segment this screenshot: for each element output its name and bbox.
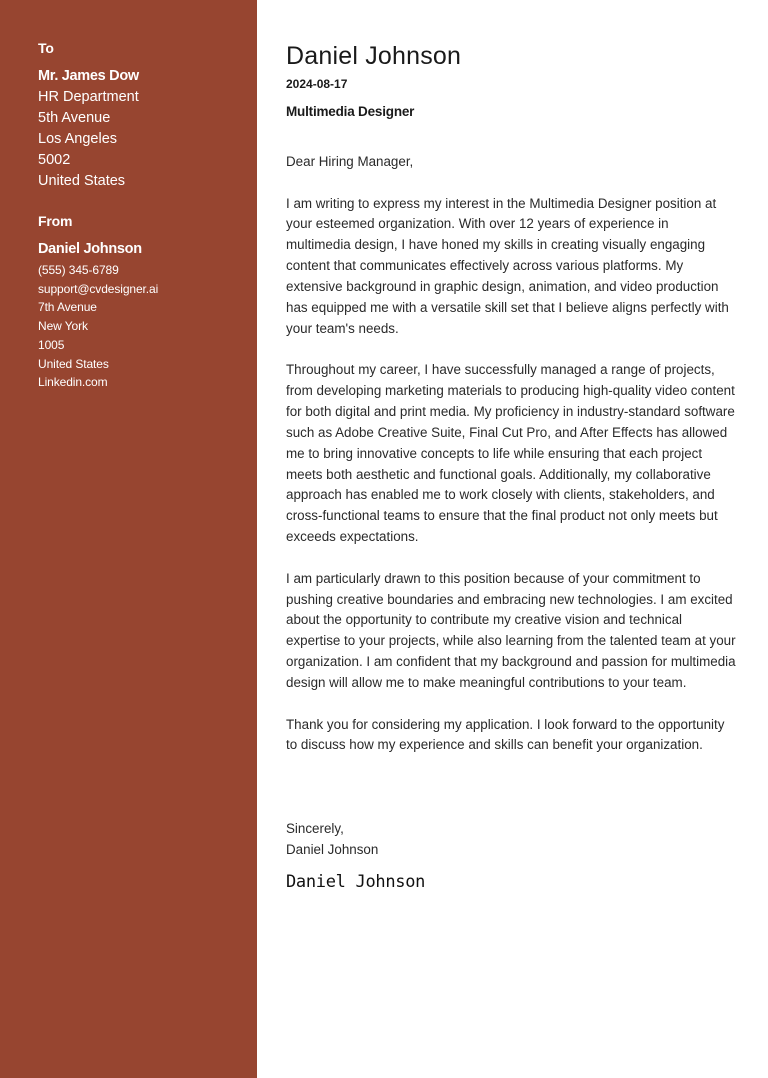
sender-line: United States <box>38 356 109 371</box>
sidebar <box>0 0 257 1078</box>
recipient-line: Los Angeles <box>38 131 118 147</box>
recipient-line: HR Department <box>38 89 139 105</box>
sender-linkedin: Linkedin.com <box>38 375 108 390</box>
recipient-line: United States <box>38 173 126 189</box>
paragraph: I am writing to express my interest in the Multimedia Designer position at your esteemed organization. With over 12 years of experience in multimedia design, I have honed my skills in creating visually engaging content that communicates effectively across various platforms. My extensive background in graphic design, animation, and video production has equipped me with a versatile skill set that I believe aligns perfectly with your team's needs. <box>286 195 729 336</box>
signature: Daniel Johnson <box>286 872 426 892</box>
paragraph: Throughout my career, I have successfully managed a range of projects, from developing marketing materials to producing high-quality video content for both digital and print media. My proficiency in industry-standard software such as Adobe Creative Suite, Final Cut Pro, and After Effects has allowed me to bring innovative concepts to life while ensuring that each project meets both aesthetic and functional goals. Additionally, my collaborative approach has enabled me to work closely with clients, stakeholders, and cross-functional teams to ensure that the final product not only meets but exceeds expectations. <box>286 362 735 545</box>
sender-name: Daniel Johnson <box>38 241 142 257</box>
sender-line: 1005 <box>38 337 65 352</box>
letter-date: 2024-08-17 <box>286 77 348 91</box>
paragraph: Thank you for considering my application. I look forward to the opportunity to discuss how my experience and skills can benefit your organization. <box>286 716 725 753</box>
sender-line: 7th Avenue <box>38 300 97 315</box>
paragraph: I am particularly drawn to this position because of your commitment to pushing creative boundaries and embracing new technologies. I am excited about the opportunity to contribute my creative vision and technical expertise to your projects, while also learning from the talented team at your organization. I am confident that my background and passion for multimedia design will allow me to make meaningful contributions to your team. <box>286 570 736 690</box>
from-heading: From <box>38 213 73 229</box>
sender-phone: (555) 345-6789 <box>38 263 119 277</box>
letter-body <box>286 152 736 777</box>
recipient-block <box>38 66 248 192</box>
sender-block <box>38 239 248 392</box>
closing-block <box>286 818 378 860</box>
recipient-line: 5th Avenue <box>38 110 111 126</box>
greeting: Dear Hiring Manager, <box>286 154 414 169</box>
sender-line: New York <box>38 319 88 334</box>
closing-text: Sincerely, <box>286 821 344 836</box>
sender-email: support@cvdesigner.ai <box>38 281 159 296</box>
recipient-name: Mr. James Dow <box>38 68 139 84</box>
letter-role: Multimedia Designer <box>286 104 415 119</box>
letter-title: Daniel Johnson <box>286 42 462 70</box>
closing-name: Daniel Johnson <box>286 842 379 857</box>
to-heading: To <box>38 40 54 56</box>
recipient-line: 5002 <box>38 152 71 168</box>
